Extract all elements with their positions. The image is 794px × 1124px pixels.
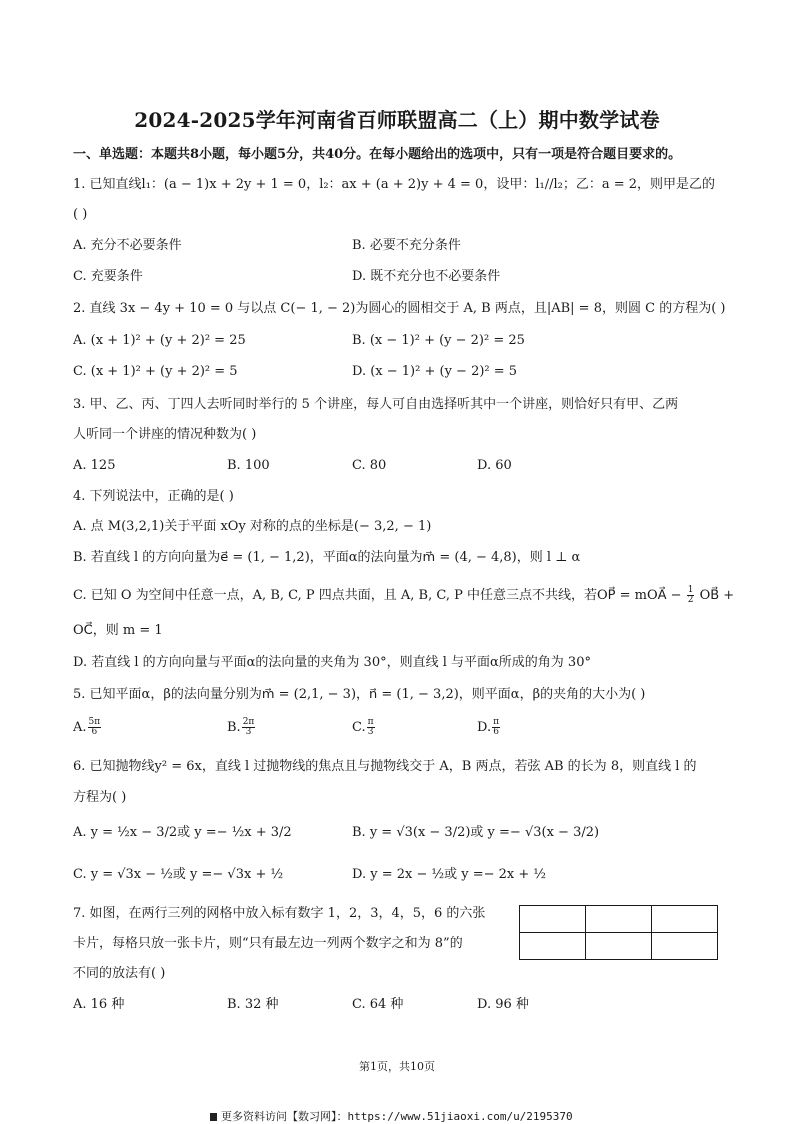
q1-option-c: C. 充要条件 [73, 269, 143, 284]
resource-link-text[interactable]: 更多资料访问【数习网】：https://www.51jiaoxi.com/u/2195370 [221, 1110, 573, 1123]
q4-option-c-text: C. 已知 O 为空间中任意一点，A, B, C, P 四点共面，且 A, B, C, P 中任意三点不共线，若OP⃗ = mOA⃗ − [73, 588, 682, 603]
q4-option-c-fraction: $\frac{1}{2}$ [687, 585, 694, 605]
q7-option-a: A. 16 种 [73, 997, 125, 1012]
q5-option-d: D. $\frac{\pi}{6}$ [477, 717, 500, 737]
grid-cell [586, 933, 652, 960]
q7-option-c: C. 64 种 [352, 997, 404, 1012]
grid-cell [652, 933, 718, 960]
q3-option-a: A. 125 [73, 458, 116, 473]
question-4-stem: 4. 下列说法中，正确的是( ) [73, 489, 234, 504]
q2-option-b: B. (x − 1)² + (y − 2)² = 25 [352, 333, 525, 348]
flag-icon [210, 1113, 217, 1121]
q3-option-c: C. 80 [352, 458, 387, 473]
resource-link[interactable] [210, 1108, 573, 1124]
q3-option-b: B. 100 [227, 458, 270, 473]
q3-option-d: D. 60 [477, 458, 512, 473]
question-3-stem-2: 人听同一个讲座的情况种数为( ) [73, 427, 257, 442]
q6-option-a: A. y = ½x − 3/2或 y =− ½x + 3/2 [73, 825, 292, 840]
q4-option-d: D. 若直线 l 的方向向量与平面α的法向量的夹角为 30°，则直线 l 与平面α所成的角为 30° [73, 655, 591, 670]
q5-option-a: A. $\frac{5\pi}{6}$ [73, 717, 101, 737]
page-number-footer: 第1页，共10页 [359, 1060, 435, 1073]
q2-option-c: C. (x + 1)² + (y + 2)² = 5 [73, 364, 238, 379]
question-1-paren: ( ) [73, 207, 88, 222]
q6-option-b: B. y = √3(x − 3/2)或 y =− √3(x − 3/2) [352, 825, 600, 840]
section-heading: 一、单选题：本题共8小题，每小题5分，共40分。在每小题给出的选项中，只有一项是符合题目要求的。 [73, 147, 682, 162]
question-3-stem-1: 3. 甲、乙、丙、丁四人去听同时举行的 5 个讲座，每人可自由选择听其中一个讲座，则恰好只有甲、乙两 [73, 397, 679, 412]
q1-option-a: A. 充分不必要条件 [73, 238, 182, 253]
grid-cell [652, 906, 718, 933]
card-grid-figure [519, 905, 718, 960]
grid-cell [520, 933, 586, 960]
grid-cell [520, 906, 586, 933]
question-5-stem: 5. 已知平面α，β的法向量分别为m⃗ = (2,1, − 3)，n⃗ = (1, − 3,2)，则平面α，β的夹角的大小为( ) [73, 687, 646, 702]
q1-option-d: D. 既不充分也不必要条件 [352, 269, 501, 284]
grid-cell [586, 906, 652, 933]
q4-option-b: B. 若直线 l 的方向向量为e⃗ = (1, − 1,2)，平面α的法向量为m⃗ = (4, − 4,8)，则 l ⊥ α [73, 550, 581, 565]
exam-title: 2024-2025学年河南省百师联盟高二（上）期中数学试卷 [134, 108, 660, 132]
question-6-stem-1: 6. 已知抛物线y² = 6x，直线 l 过抛物线的焦点且与抛物线交于 A，B 两点，若弦 AB 的长为 8，则直线 l 的 [73, 759, 697, 774]
question-7-stem-3: 不同的放法有( ) [73, 966, 166, 981]
question-2-stem: 2. 直线 3x − 4y + 10 = 0 与以点 C(− 1, − 2)为圆心的圆相交于 A, B 两点，且|AB| = 8，则圆 C 的方程为( ) [73, 301, 726, 316]
q5-option-c: C. $\frac{\pi}{3}$ [352, 717, 374, 737]
q4-option-c-line-1 [73, 586, 734, 605]
q1-option-b: B. 必要不充分条件 [352, 238, 461, 253]
question-1-stem: 1. 已知直线l₁：(a − 1)x + 2y + 1 = 0，l₂：ax + (a + 2)y + 4 = 0，设甲：l₁//l₂；乙：a = 2，则甲是乙的 [73, 177, 715, 192]
q4-option-c-line-2: OC⃗，则 m = 1 [73, 623, 163, 638]
q5-option-b: B. $\frac{2\pi}{3}$ [227, 717, 255, 737]
q2-option-d: D. (x − 1)² + (y − 2)² = 5 [352, 364, 518, 379]
q6-option-d: D. y = 2x − ½或 y =− 2x + ½ [352, 867, 546, 882]
question-7-stem-2: 卡片，每格只放一张卡片，则“只有最左边一列两个数字之和为 8”的 [73, 936, 463, 951]
q4-option-c-text-tail: OB⃗ + [699, 588, 735, 603]
question-7-stem-1: 7. 如图，在两行三列的网格中放入标有数字 1，2，3，4，5，6 的六张 [73, 906, 486, 921]
q6-option-c: C. y = √3x − ½或 y =− √3x + ½ [73, 867, 284, 882]
q4-option-a: A. 点 M(3,2,1)关于平面 xOy 对称的点的坐标是(− 3,2, − 1) [73, 519, 432, 534]
q7-option-b: B. 32 种 [227, 997, 279, 1012]
q7-option-d: D. 96 种 [477, 997, 529, 1012]
question-6-stem-2: 方程为( ) [73, 790, 127, 805]
q2-option-a: A. (x + 1)² + (y + 2)² = 25 [73, 333, 246, 348]
